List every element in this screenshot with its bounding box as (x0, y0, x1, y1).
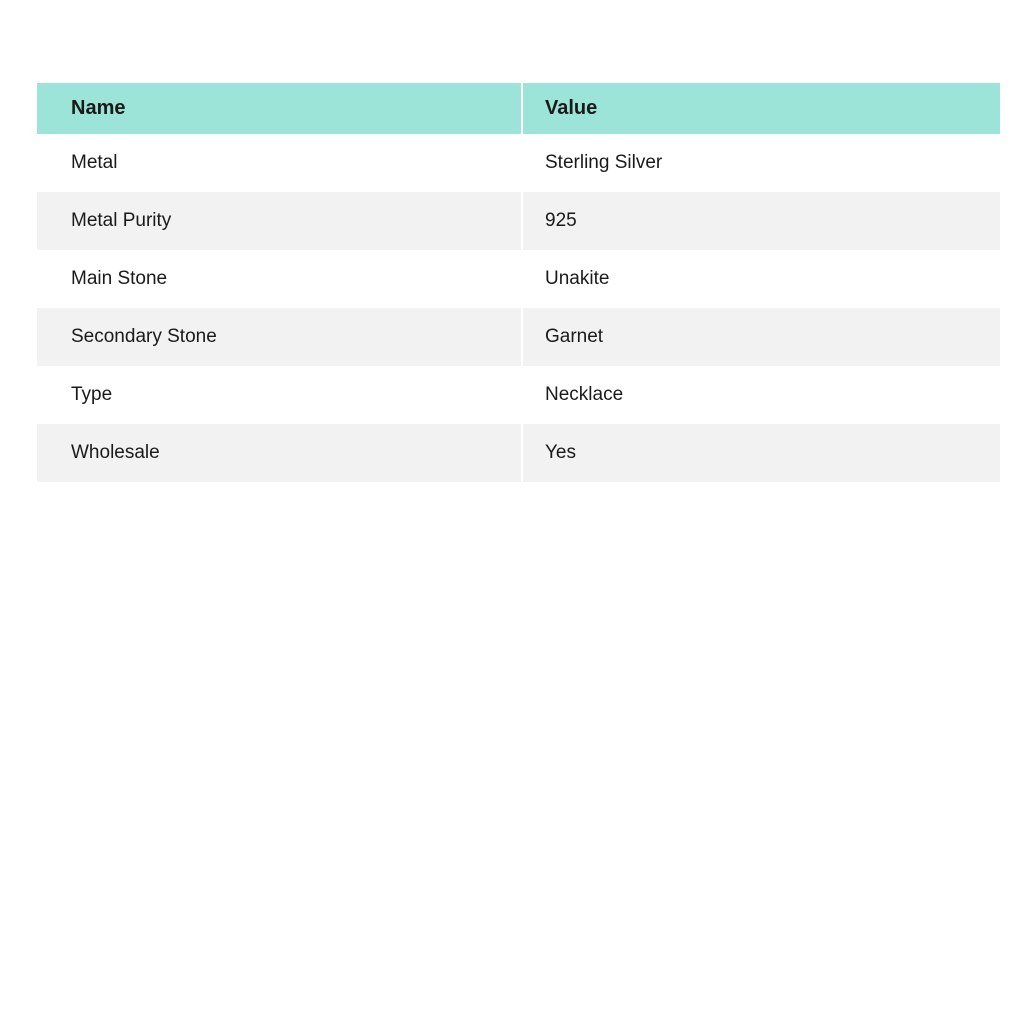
attribute-name: Secondary Stone (37, 308, 523, 366)
attribute-value: Necklace (523, 366, 1000, 424)
attribute-name: Wholesale (37, 424, 523, 482)
table-row (37, 250, 1000, 308)
table-row (37, 308, 1000, 366)
attribute-name: Type (37, 366, 523, 424)
header-value: Value (523, 83, 1000, 134)
attribute-name: Main Stone (37, 250, 523, 308)
attribute-value: Yes (523, 424, 1000, 482)
header-name: Name (37, 83, 523, 134)
table-row (37, 192, 1000, 250)
table-row (37, 424, 1000, 482)
table-row (37, 134, 1000, 192)
header-row (37, 83, 1000, 134)
attributes-table (37, 83, 1000, 482)
attribute-value: Garnet (523, 308, 1000, 366)
attribute-value: Unakite (523, 250, 1000, 308)
table-body (37, 134, 1000, 482)
table-row (37, 366, 1000, 424)
attribute-name: Metal Purity (37, 192, 523, 250)
attribute-value: 925 (523, 192, 1000, 250)
attribute-value: Sterling Silver (523, 134, 1000, 192)
attribute-name: Metal (37, 134, 523, 192)
